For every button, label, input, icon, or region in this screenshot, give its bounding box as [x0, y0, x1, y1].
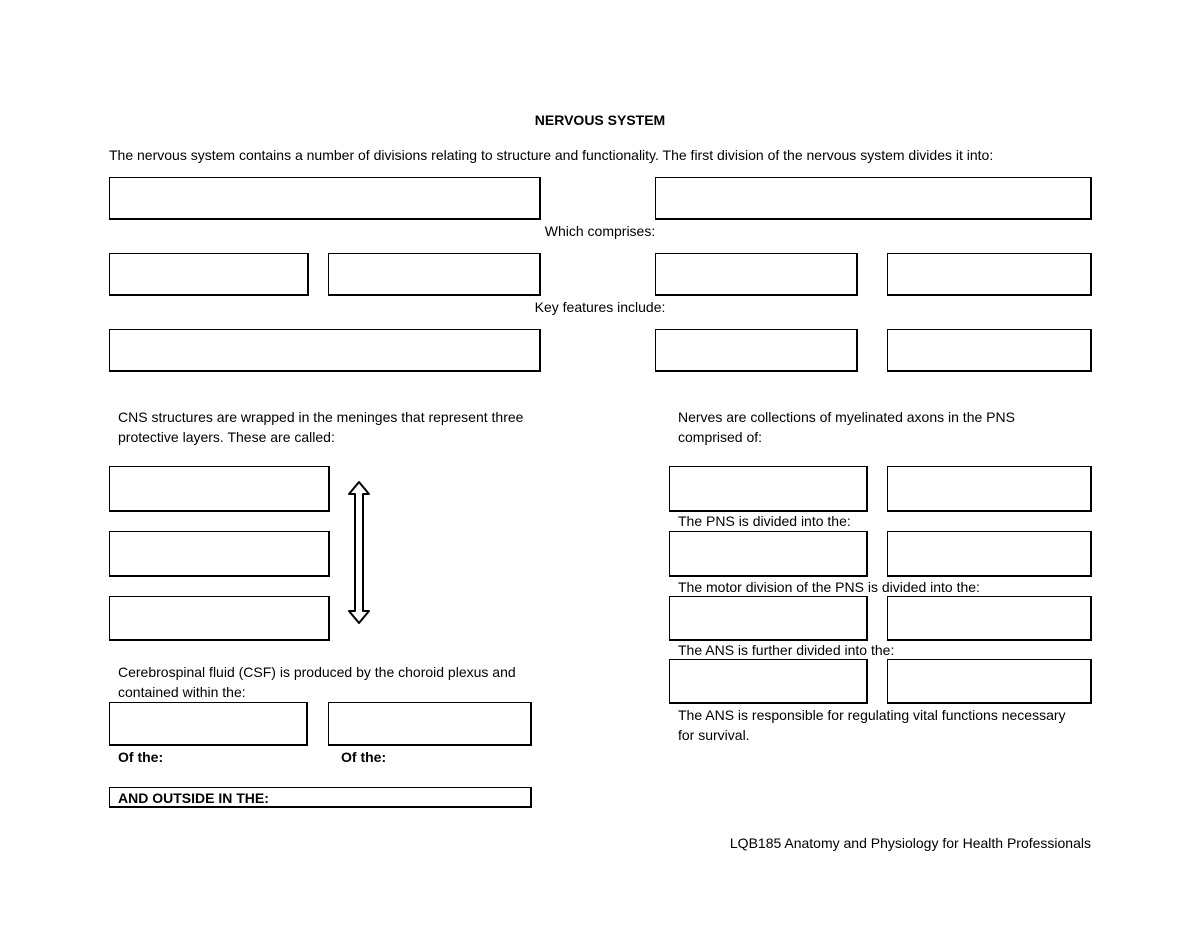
nerves-text: Nerves are collections of myelinated axons in the PNS comprised of: — [678, 409, 1015, 445]
csf-text: Cerebrospinal fluid (CSF) is produced by the choroid plexus and contained within the: — [118, 664, 516, 700]
key-features-label: Key features include: — [534, 299, 666, 315]
meninges-text: CNS structures are wrapped in the meninges that represent three protective layers. These are called: — [118, 409, 524, 445]
answer-box-comprises-4[interactable] — [887, 253, 1092, 296]
which-comprises-label: Which comprises: — [544, 223, 656, 239]
answer-box-meninges-2[interactable] — [109, 531, 330, 577]
answer-box-comprises-2[interactable] — [328, 253, 541, 296]
answer-box-features-2[interactable] — [655, 329, 858, 372]
answer-box-pns-2[interactable] — [887, 531, 1092, 577]
answer-box-comprises-3[interactable] — [655, 253, 858, 296]
of-the-label-1: Of the: — [118, 749, 164, 765]
answer-box-motor-2[interactable] — [887, 596, 1092, 641]
answer-box-csf-2[interactable] — [328, 702, 532, 746]
answer-box-ans-2[interactable] — [887, 659, 1092, 704]
answer-box-ans-1[interactable] — [669, 659, 868, 704]
ans-responsible-text: The ANS is responsible for regulating vital functions necessary for survival. — [678, 707, 1066, 743]
answer-box-nerves-1[interactable] — [669, 466, 868, 512]
of-the-label-2: Of the: — [341, 749, 387, 765]
intro-text: The nervous system contains a number of divisions relating to structure and functionality. The first division of the nervous system divides it into: — [109, 147, 994, 163]
answer-box-motor-1[interactable] — [669, 596, 868, 641]
answer-box-meninges-1[interactable] — [109, 466, 330, 512]
outside-label: AND OUTSIDE IN THE: — [118, 790, 269, 806]
answer-box-nerves-2[interactable] — [887, 466, 1092, 512]
motor-divided-label: The motor division of the PNS is divided into the: — [678, 579, 980, 595]
pns-divided-label: The PNS is divided into the: — [678, 513, 851, 529]
answer-box-meninges-3[interactable] — [109, 596, 330, 641]
answer-box-csf-1[interactable] — [109, 702, 308, 746]
answer-box-comprises-1[interactable] — [109, 253, 309, 296]
answer-box-division-left[interactable] — [109, 177, 541, 220]
double-arrow-icon — [346, 480, 372, 625]
answer-box-features-3[interactable] — [887, 329, 1092, 372]
page-title: NERVOUS SYSTEM — [534, 112, 666, 128]
footer-course-label: LQB185 Anatomy and Physiology for Health Professionals — [729, 835, 1091, 851]
ans-divided-label: The ANS is further divided into the: — [678, 642, 895, 658]
answer-box-division-right[interactable] — [655, 177, 1092, 220]
answer-box-pns-1[interactable] — [669, 531, 868, 577]
answer-box-features-1[interactable] — [109, 329, 541, 372]
